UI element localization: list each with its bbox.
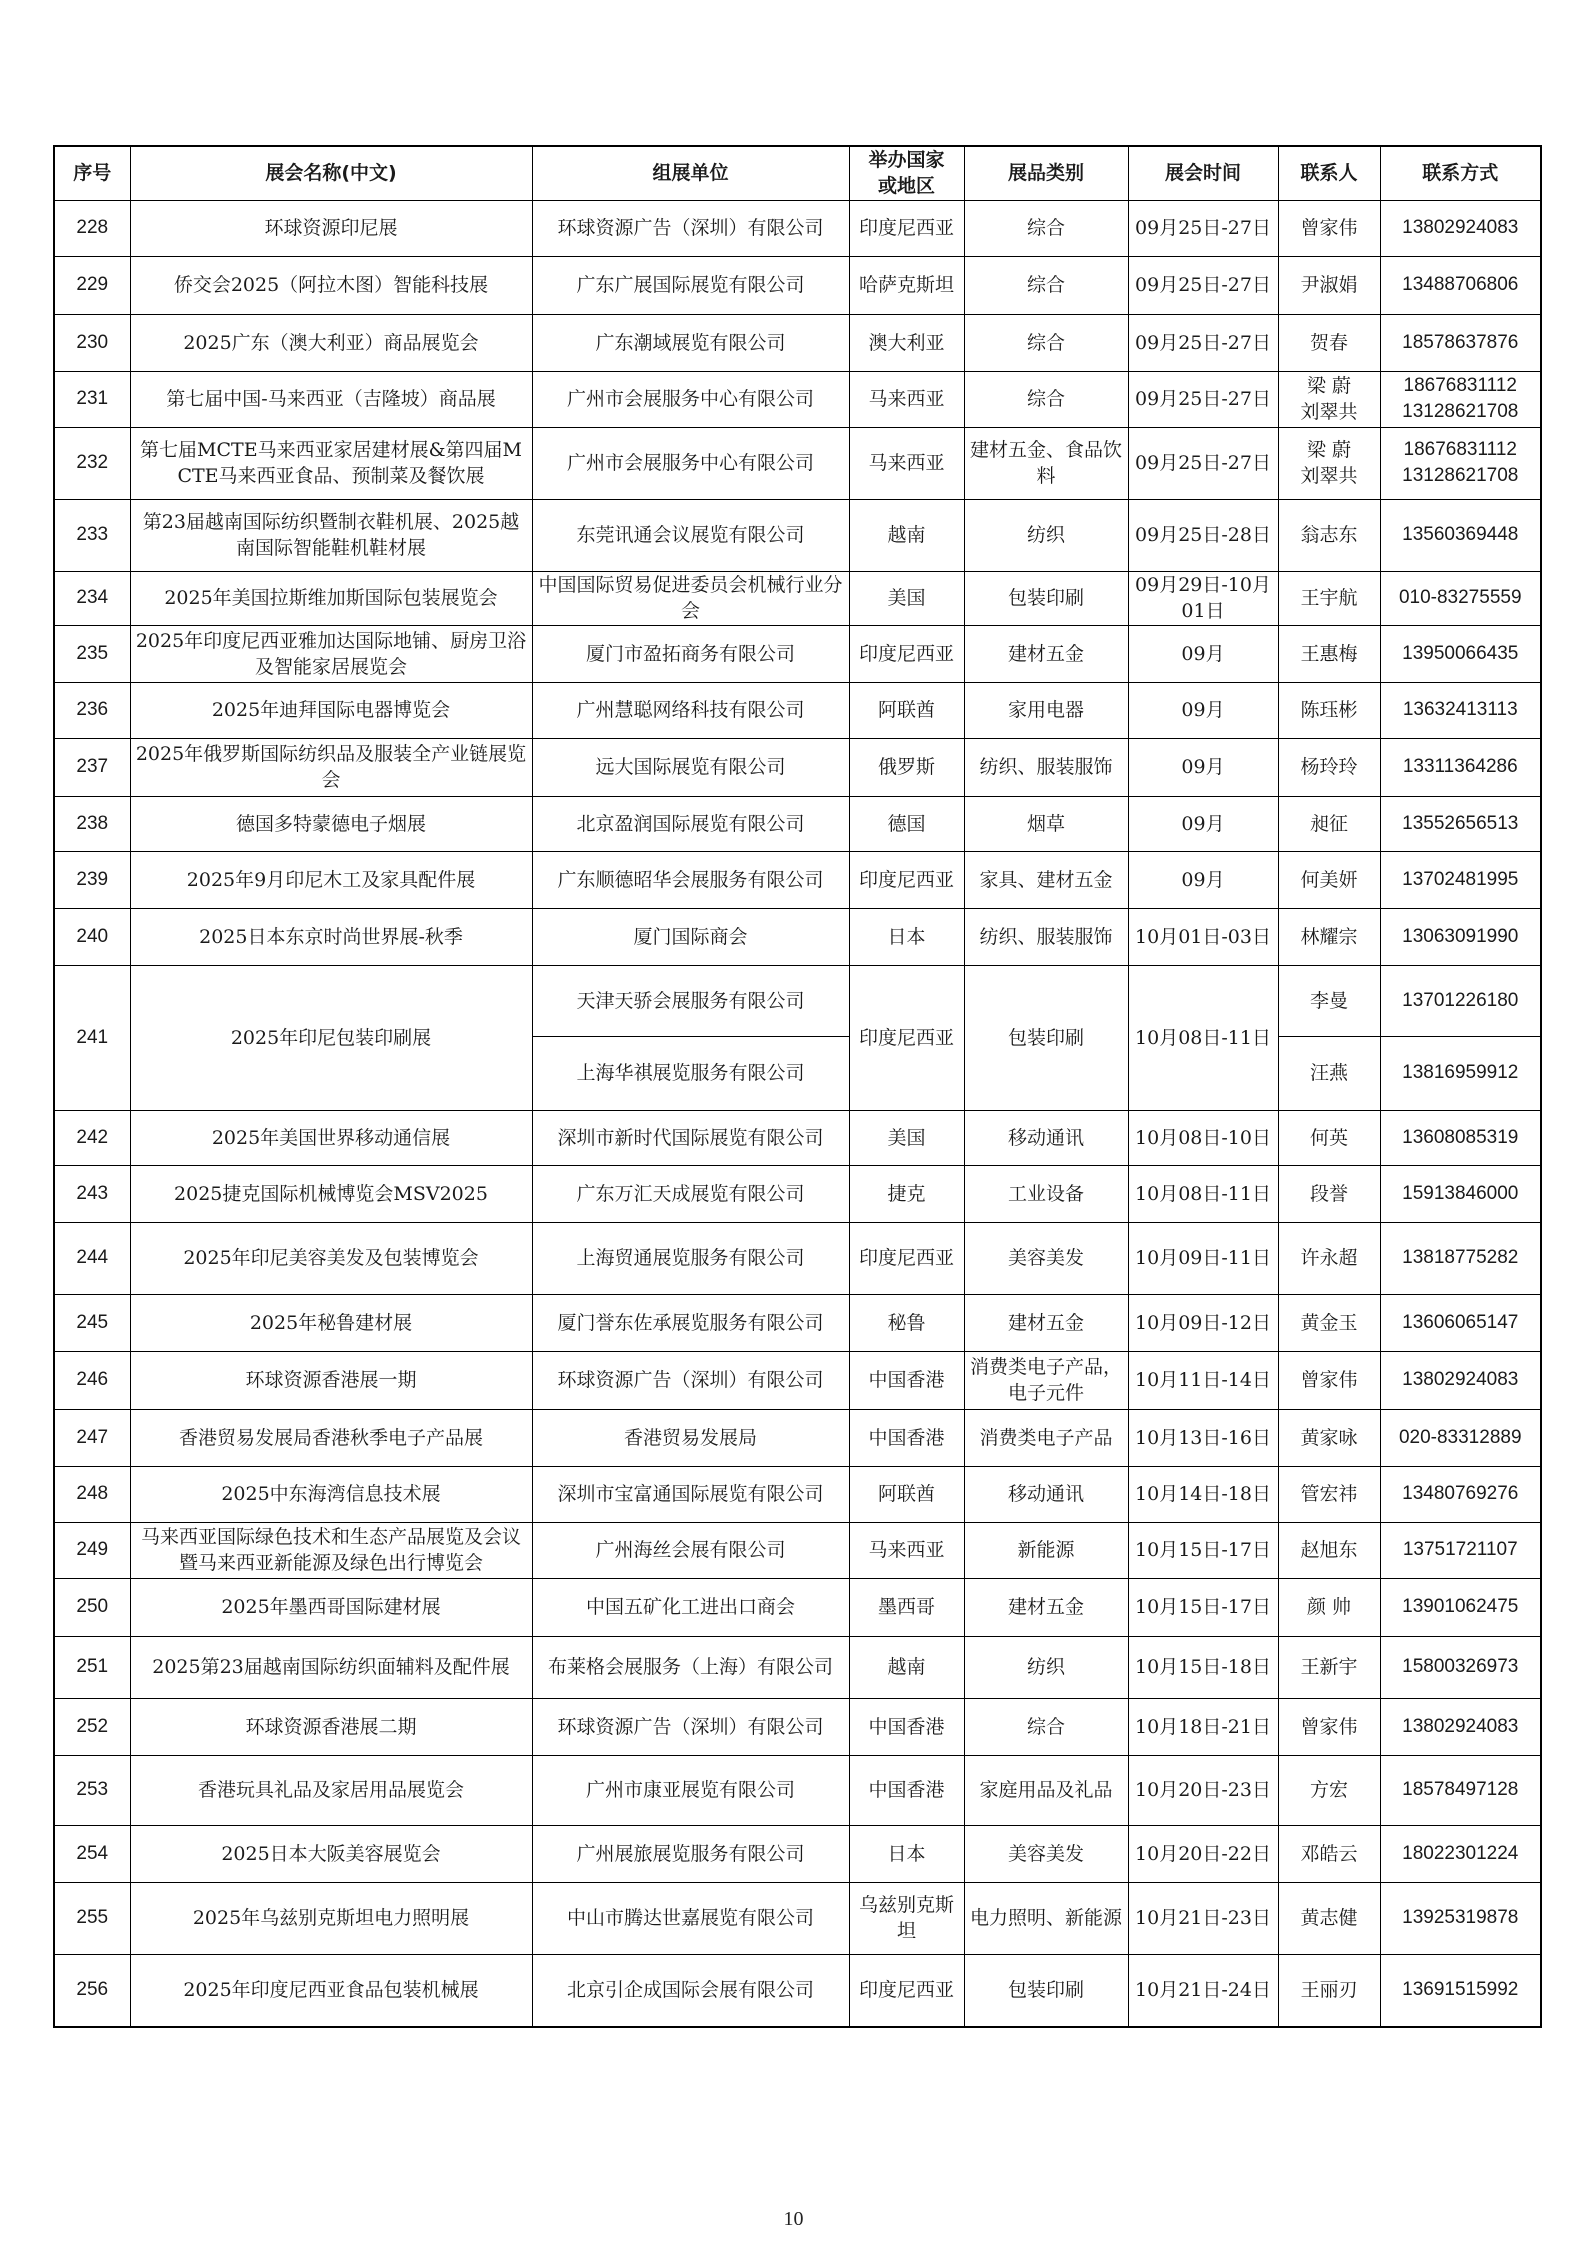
exhibition-time: 10月15日-17日: [1128, 1522, 1278, 1578]
contact-phone: 13608085319: [1380, 1110, 1541, 1165]
category: 移动通讯: [964, 1110, 1128, 1165]
category: 纺织、服装服饰: [964, 908, 1128, 965]
exhibition-time: 09月25日-27日: [1128, 314, 1278, 371]
category: 综合: [964, 371, 1128, 427]
row-number: 256: [54, 1954, 130, 2027]
category: 家庭用品及礼品: [964, 1755, 1128, 1825]
contact-person: 曾家伟: [1278, 1351, 1380, 1409]
contact-phone: 020-83312889: [1380, 1409, 1541, 1466]
table-row: [54, 1165, 1541, 1222]
category: 美容美发: [964, 1825, 1128, 1882]
exhibition-name: 2025年印尼包装印刷展: [130, 965, 532, 1110]
exhibition-time: 09月25日-27日: [1128, 427, 1278, 499]
exhibition-time: 10月15日-17日: [1128, 1578, 1278, 1636]
contact-phone: 13701226180: [1380, 965, 1541, 1036]
exhibition-name: 2025年印度尼西亚食品包装机械展: [130, 1954, 532, 2027]
table-row: [54, 1110, 1541, 1165]
table-row: [54, 908, 1541, 965]
exhibition-time: 09月25日-27日: [1128, 371, 1278, 427]
exhibition-time: 10月21日-24日: [1128, 1954, 1278, 2027]
country: 中国香港: [849, 1698, 964, 1755]
exhibition-time: 10月08日-11日: [1128, 965, 1278, 1110]
contact-phone: 18578497128: [1380, 1755, 1541, 1825]
country: 澳大利亚: [849, 314, 964, 371]
country: 中国香港: [849, 1351, 964, 1409]
country: 越南: [849, 1636, 964, 1698]
contact-phone: 15913846000: [1380, 1165, 1541, 1222]
exhibition-name: 香港玩具礼品及家居用品展览会: [130, 1755, 532, 1825]
exhibition-time: 10月18日-21日: [1128, 1698, 1278, 1755]
category: 包装印刷: [964, 965, 1128, 1110]
exhibition-table: [53, 145, 1542, 2028]
row-number: 250: [54, 1578, 130, 1636]
table-row: [54, 796, 1541, 851]
category: 纺织、服装服饰: [964, 738, 1128, 796]
row-number: 253: [54, 1755, 130, 1825]
table-row: [54, 1636, 1541, 1698]
organizer: 广州市康亚展览有限公司: [532, 1755, 849, 1825]
exhibition-name: 第七届中国-马来西亚（吉隆坡）商品展: [130, 371, 532, 427]
exhibition-time: 10月09日-12日: [1128, 1294, 1278, 1351]
row-number: 251: [54, 1636, 130, 1698]
organizer: 厦门市盈拓商务有限公司: [532, 625, 849, 682]
country: 印度尼西亚: [849, 965, 964, 1110]
organizer: 广州展旅展览服务有限公司: [532, 1825, 849, 1882]
table-row: [54, 499, 1541, 571]
column-header: 序号: [54, 146, 130, 200]
column-header: 联系人: [1278, 146, 1380, 200]
contact-phone: 13816959912: [1380, 1036, 1541, 1110]
table-row: [54, 314, 1541, 371]
contact-phone: 13488706806: [1380, 256, 1541, 314]
contact-phone: 13925319878: [1380, 1882, 1541, 1954]
contact-phone: 18022301224: [1380, 1825, 1541, 1882]
category: 综合: [964, 256, 1128, 314]
organizer: 广州慧聪网络科技有限公司: [532, 682, 849, 738]
country: 乌兹别克斯坦: [849, 1882, 964, 1954]
exhibition-time: 10月08日-10日: [1128, 1110, 1278, 1165]
contact-person: 邓皓云: [1278, 1825, 1380, 1882]
organizer: 上海华祺展览服务有限公司: [532, 1036, 849, 1110]
row-number: 236: [54, 682, 130, 738]
organizer: 天津天骄会展服务有限公司: [532, 965, 849, 1036]
organizer: 远大国际展览有限公司: [532, 738, 849, 796]
table-row: [54, 1466, 1541, 1522]
exhibition-name: 2025中东海湾信息技术展: [130, 1466, 532, 1522]
category: 家具、建材五金: [964, 851, 1128, 908]
contact-person: 梁 蔚 刘翠共: [1278, 371, 1380, 427]
country: 马来西亚: [849, 371, 964, 427]
exhibition-name: 2025年墨西哥国际建材展: [130, 1578, 532, 1636]
contact-phone: 13632413113: [1380, 682, 1541, 738]
contact-person: 王惠梅: [1278, 625, 1380, 682]
row-number: 249: [54, 1522, 130, 1578]
contact-person: 颜 帅: [1278, 1578, 1380, 1636]
contact-person: 段誉: [1278, 1165, 1380, 1222]
contact-person: 黄志健: [1278, 1882, 1380, 1954]
contact-person: 王丽刃: [1278, 1954, 1380, 2027]
exhibition-time: 10月20日-22日: [1128, 1825, 1278, 1882]
exhibition-name: 2025年迪拜国际电器博览会: [130, 682, 532, 738]
contact-phone: 13480769276: [1380, 1466, 1541, 1522]
contact-phone: 13606065147: [1380, 1294, 1541, 1351]
exhibition-time: 09月: [1128, 682, 1278, 738]
exhibition-name: 德国多特蒙德电子烟展: [130, 796, 532, 851]
exhibition-time: 09月25日-28日: [1128, 499, 1278, 571]
contact-phone: 13691515992: [1380, 1954, 1541, 2027]
row-number: 232: [54, 427, 130, 499]
row-number: 241: [54, 965, 130, 1110]
contact-person: 方宏: [1278, 1755, 1380, 1825]
exhibition-time: 10月15日-18日: [1128, 1636, 1278, 1698]
country: 印度尼西亚: [849, 851, 964, 908]
exhibition-name: 第23届越南国际纺织暨制衣鞋机展、2025越南国际智能鞋机鞋材展: [130, 499, 532, 571]
category: 移动通讯: [964, 1466, 1128, 1522]
contact-phone: 13818775282: [1380, 1222, 1541, 1294]
contact-person: 王新宇: [1278, 1636, 1380, 1698]
page-number: 10: [783, 2208, 804, 2230]
organizer: 香港贸易发展局: [532, 1409, 849, 1466]
table-row: [54, 1698, 1541, 1755]
contact-person: 曾家伟: [1278, 1698, 1380, 1755]
table-row: [54, 1578, 1541, 1636]
category: 包装印刷: [964, 571, 1128, 625]
row-number: 238: [54, 796, 130, 851]
contact-phone: 13950066435: [1380, 625, 1541, 682]
row-number: 237: [54, 738, 130, 796]
contact-person: 李曼: [1278, 965, 1380, 1036]
country: 印度尼西亚: [849, 625, 964, 682]
exhibition-name: 2025年乌兹别克斯坦电力照明展: [130, 1882, 532, 1954]
category: 纺织: [964, 499, 1128, 571]
exhibition-name: 环球资源香港展二期: [130, 1698, 532, 1755]
country: 捷克: [849, 1165, 964, 1222]
organizer: 上海贸通展览服务有限公司: [532, 1222, 849, 1294]
contact-phone: 15800326973: [1380, 1636, 1541, 1698]
column-header: 组展单位: [532, 146, 849, 200]
exhibition-time: 09月: [1128, 851, 1278, 908]
contact-person: 昶征: [1278, 796, 1380, 851]
category: 包装印刷: [964, 1954, 1128, 2027]
country: 日本: [849, 908, 964, 965]
exhibition-name: 侨交会2025（阿拉木图）智能科技展: [130, 256, 532, 314]
exhibition-name: 2025年印尼美容美发及包装博览会: [130, 1222, 532, 1294]
exhibition-time: 09月25日-27日: [1128, 256, 1278, 314]
exhibition-time: 09月25日-27日: [1128, 200, 1278, 256]
column-header: 展品类别: [964, 146, 1128, 200]
exhibition-name: 2025年美国拉斯维加斯国际包装展览会: [130, 571, 532, 625]
contact-phone: 13802924083: [1380, 200, 1541, 256]
organizer: 广州市会展服务中心有限公司: [532, 427, 849, 499]
contact-phone: 13802924083: [1380, 1351, 1541, 1409]
exhibition-time: 09月: [1128, 625, 1278, 682]
table-row: [54, 1351, 1541, 1409]
table-row: [54, 1522, 1541, 1578]
table-row: [54, 571, 1541, 625]
contact-person: 陈珏彬: [1278, 682, 1380, 738]
organizer: 中山市腾达世嘉展览有限公司: [532, 1882, 849, 1954]
contact-phone: 13702481995: [1380, 851, 1541, 908]
exhibition-time: 09月: [1128, 738, 1278, 796]
row-number: 254: [54, 1825, 130, 1882]
row-number: 248: [54, 1466, 130, 1522]
country: 马来西亚: [849, 1522, 964, 1578]
exhibition-time: 10月11日-14日: [1128, 1351, 1278, 1409]
exhibition-name: 2025年印度尼西亚雅加达国际地铺、厨房卫浴及智能家居展览会: [130, 625, 532, 682]
row-number: 234: [54, 571, 130, 625]
row-number: 240: [54, 908, 130, 965]
contact-person: 曾家伟: [1278, 200, 1380, 256]
organizer: 深圳市新时代国际展览有限公司: [532, 1110, 849, 1165]
exhibition-name: 环球资源香港展一期: [130, 1351, 532, 1409]
organizer: 环球资源广告（深圳）有限公司: [532, 1351, 849, 1409]
contact-person: 黄家咏: [1278, 1409, 1380, 1466]
country: 印度尼西亚: [849, 200, 964, 256]
category: 新能源: [964, 1522, 1128, 1578]
contact-person: 林耀宗: [1278, 908, 1380, 965]
category: 建材五金: [964, 625, 1128, 682]
organizer: 广州市会展服务中心有限公司: [532, 371, 849, 427]
table-row: [54, 682, 1541, 738]
table-row: [54, 1409, 1541, 1466]
contact-phone: 13802924083: [1380, 1698, 1541, 1755]
exhibition-time: 09月29日-10月01日: [1128, 571, 1278, 625]
contact-person: 梁 蔚 刘翠共: [1278, 427, 1380, 499]
contact-phone: 18578637876: [1380, 314, 1541, 371]
exhibition-name: 环球资源印尼展: [130, 200, 532, 256]
exhibition-time: 10月21日-23日: [1128, 1882, 1278, 1954]
organizer: 厦门国际商会: [532, 908, 849, 965]
contact-person: 汪燕: [1278, 1036, 1380, 1110]
organizer: 深圳市宝富通国际展览有限公司: [532, 1466, 849, 1522]
country: 哈萨克斯坦: [849, 256, 964, 314]
category: 纺织: [964, 1636, 1128, 1698]
table-row: [54, 1882, 1541, 1954]
table-row: [54, 965, 1541, 1036]
table-row: [54, 371, 1541, 427]
row-number: 242: [54, 1110, 130, 1165]
organizer: 广州海丝会展有限公司: [532, 1522, 849, 1578]
category: 建材五金: [964, 1294, 1128, 1351]
row-number: 239: [54, 851, 130, 908]
exhibition-time: 10月20日-23日: [1128, 1755, 1278, 1825]
row-number: 244: [54, 1222, 130, 1294]
contact-person: 王宇航: [1278, 571, 1380, 625]
organizer: 环球资源广告（深圳）有限公司: [532, 1698, 849, 1755]
header-row: [54, 146, 1541, 200]
country: 中国香港: [849, 1755, 964, 1825]
country: 越南: [849, 499, 964, 571]
exhibition-time: 10月08日-11日: [1128, 1165, 1278, 1222]
contact-phone: 13901062475: [1380, 1578, 1541, 1636]
row-number: 247: [54, 1409, 130, 1466]
table-row: [54, 1825, 1541, 1882]
organizer: 环球资源广告（深圳）有限公司: [532, 200, 849, 256]
contact-person: 杨玲玲: [1278, 738, 1380, 796]
exhibition-name: 2025年秘鲁建材展: [130, 1294, 532, 1351]
country: 中国香港: [849, 1409, 964, 1466]
exhibition-time: 10月13日-16日: [1128, 1409, 1278, 1466]
contact-person: 赵旭东: [1278, 1522, 1380, 1578]
row-number: 245: [54, 1294, 130, 1351]
category: 建材五金、食品饮料: [964, 427, 1128, 499]
category: 综合: [964, 1698, 1128, 1755]
row-number: 252: [54, 1698, 130, 1755]
contact-person: 管宏祎: [1278, 1466, 1380, 1522]
contact-phone: 18676831112 13128621708: [1380, 371, 1541, 427]
country: 印度尼西亚: [849, 1222, 964, 1294]
exhibition-name: 香港贸易发展局香港秋季电子产品展: [130, 1409, 532, 1466]
exhibition-name: 2025捷克国际机械博览会MSV2025: [130, 1165, 532, 1222]
table-row: [54, 1294, 1541, 1351]
category: 综合: [964, 200, 1128, 256]
country: 俄罗斯: [849, 738, 964, 796]
contact-phone: 13552656513: [1380, 796, 1541, 851]
category: 消费类电子产品: [964, 1409, 1128, 1466]
contact-person: 尹淑娟: [1278, 256, 1380, 314]
category: 建材五金: [964, 1578, 1128, 1636]
exhibition-name: 2025广东（澳大利亚）商品展览会: [130, 314, 532, 371]
table-row: [54, 738, 1541, 796]
exhibition-name: 2025日本大阪美容展览会: [130, 1825, 532, 1882]
contact-phone: 13063091990: [1380, 908, 1541, 965]
category: 家用电器: [964, 682, 1128, 738]
column-header: 展会名称(中文): [130, 146, 532, 200]
organizer: 北京引企成国际会展有限公司: [532, 1954, 849, 2027]
category: 消费类电子产品，电子元件: [964, 1351, 1128, 1409]
column-header: 举办国家 或地区: [849, 146, 964, 200]
table-row: [54, 256, 1541, 314]
row-number: 235: [54, 625, 130, 682]
contact-phone: 010-83275559: [1380, 571, 1541, 625]
row-number: 228: [54, 200, 130, 256]
exhibition-time: 10月01日-03日: [1128, 908, 1278, 965]
organizer: 北京盈润国际展览有限公司: [532, 796, 849, 851]
category: 美容美发: [964, 1222, 1128, 1294]
exhibition-name: 马来西亚国际绿色技术和生态产品展览及会议暨马来西亚新能源及绿色出行博览会: [130, 1522, 532, 1578]
table-row: [54, 1222, 1541, 1294]
country: 阿联酋: [849, 682, 964, 738]
row-number: 233: [54, 499, 130, 571]
organizer: 广东顺德昭华会展服务有限公司: [532, 851, 849, 908]
table-row: [54, 1954, 1541, 2027]
exhibition-name: 2025日本东京时尚世界展-秋季: [130, 908, 532, 965]
row-number: 246: [54, 1351, 130, 1409]
organizer: 布莱格会展服务（上海）有限公司: [532, 1636, 849, 1698]
country: 秘鲁: [849, 1294, 964, 1351]
exhibition-time: 10月09日-11日: [1128, 1222, 1278, 1294]
contact-phone: 13560369448: [1380, 499, 1541, 571]
organizer: 厦门誉东佐承展览服务有限公司: [532, 1294, 849, 1351]
column-header: 联系方式: [1380, 146, 1541, 200]
exhibition-time: 09月: [1128, 796, 1278, 851]
exhibition-name: 2025年9月印尼木工及家具配件展: [130, 851, 532, 908]
table-row: [54, 427, 1541, 499]
row-number: 243: [54, 1165, 130, 1222]
category: 烟草: [964, 796, 1128, 851]
organizer: 中国国际贸易促进委员会机械行业分会: [532, 571, 849, 625]
table-row: [54, 1755, 1541, 1825]
contact-person: 何英: [1278, 1110, 1380, 1165]
country: 日本: [849, 1825, 964, 1882]
organizer: 广东广展国际展览有限公司: [532, 256, 849, 314]
contact-person: 许永超: [1278, 1222, 1380, 1294]
contact-phone: 13311364286: [1380, 738, 1541, 796]
organizer: 广东潮域展览有限公司: [532, 314, 849, 371]
exhibition-name: 2025第23届越南国际纺织面辅料及配件展: [130, 1636, 532, 1698]
table-row: [54, 851, 1541, 908]
organizer: 中国五矿化工进出口商会: [532, 1578, 849, 1636]
table-row: [54, 625, 1541, 682]
category: 工业设备: [964, 1165, 1128, 1222]
contact-person: 黄金玉: [1278, 1294, 1380, 1351]
contact-person: 何美妍: [1278, 851, 1380, 908]
contact-person: 翁志东: [1278, 499, 1380, 571]
row-number: 230: [54, 314, 130, 371]
contact-person: 贺春: [1278, 314, 1380, 371]
column-header: 展会时间: [1128, 146, 1278, 200]
country: 美国: [849, 571, 964, 625]
exhibition-name: 第七届MCTE马来西亚家居建材展&第四届MCTE马来西亚食品、预制菜及餐饮展: [130, 427, 532, 499]
category: 电力照明、新能源: [964, 1882, 1128, 1954]
country: 阿联酋: [849, 1466, 964, 1522]
country: 美国: [849, 1110, 964, 1165]
country: 墨西哥: [849, 1578, 964, 1636]
row-number: 231: [54, 371, 130, 427]
organizer: 广东万汇天成展览有限公司: [532, 1165, 849, 1222]
category: 综合: [964, 314, 1128, 371]
contact-phone: 13751721107: [1380, 1522, 1541, 1578]
exhibition-time: 10月14日-18日: [1128, 1466, 1278, 1522]
country: 德国: [849, 796, 964, 851]
organizer: 东莞讯通会议展览有限公司: [532, 499, 849, 571]
table-row: [54, 200, 1541, 256]
row-number: 229: [54, 256, 130, 314]
exhibition-name: 2025年美国世界移动通信展: [130, 1110, 532, 1165]
row-number: 255: [54, 1882, 130, 1954]
country: 马来西亚: [849, 427, 964, 499]
country: 印度尼西亚: [849, 1954, 964, 2027]
contact-phone: 18676831112 13128621708: [1380, 427, 1541, 499]
exhibition-name: 2025年俄罗斯国际纺织品及服装全产业链展览会: [130, 738, 532, 796]
